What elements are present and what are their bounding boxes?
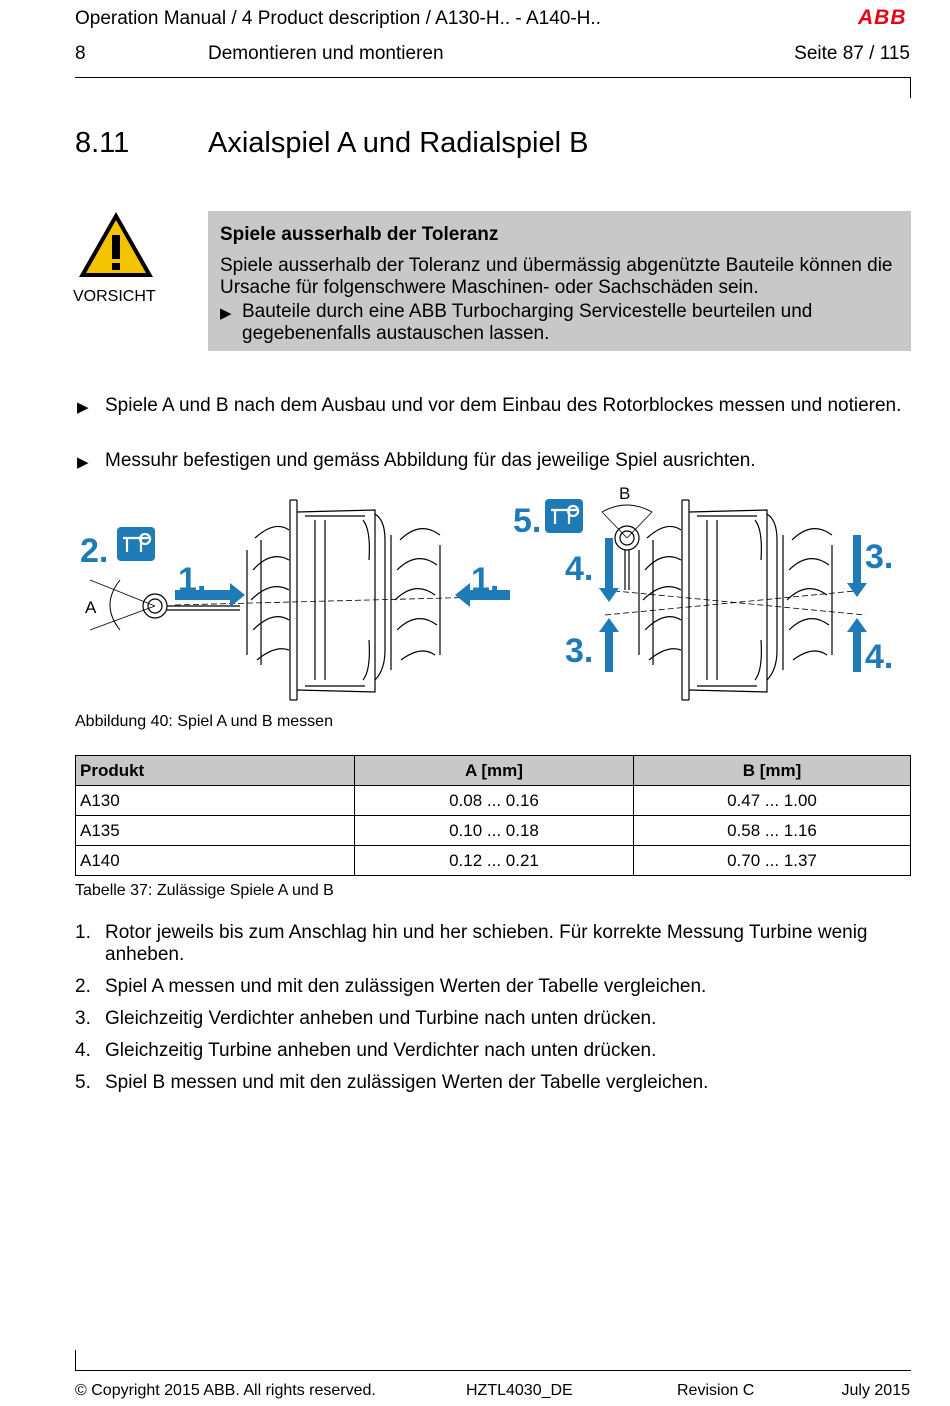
figure-label-step4: 4. xyxy=(565,550,594,588)
column-header: Produkt xyxy=(76,756,355,786)
step-text: Rotor jeweils bis zum Anschlag hin und her schieben. Für korrekte Messung Turbine wenig anheben. xyxy=(105,922,868,965)
measurement-figure xyxy=(75,480,915,705)
warning-text: Spiele ausserhalb der Toleranz und übermässig abgenützte Bauteile können die Ursache für folgenschwere Maschinen- oder Sachschäden sein. xyxy=(220,255,893,298)
step-number: 1. xyxy=(75,922,91,943)
table-header-row xyxy=(76,756,911,786)
step-text: Spiel B messen und mit den zulässigen Werten der Tabelle vergleichen. xyxy=(105,1072,709,1093)
dial-gauge-icon xyxy=(615,526,639,590)
header-divider xyxy=(75,77,911,78)
table-row xyxy=(76,846,911,876)
document-title: Operation Manual / 4 Product description / A130-H.. - A140-H.. xyxy=(75,8,601,29)
table-cell: A130 xyxy=(76,786,355,816)
table-caption: Tabelle 37: Zulässige Spiele A und B xyxy=(75,882,334,899)
figure-label-step3: 3. xyxy=(865,538,894,576)
figure-label-step5: 5. xyxy=(513,502,542,540)
footer-divider xyxy=(75,1370,911,1371)
list-item xyxy=(75,1072,905,1094)
footer-doc-id: HZTL4030_DE xyxy=(466,1382,573,1399)
figure-label-step4: 4. xyxy=(865,638,894,676)
table-cell: 0.12 ... 0.21 xyxy=(355,846,634,876)
column-header: A [mm] xyxy=(355,756,634,786)
table-cell: 0.58 ... 1.16 xyxy=(634,816,911,846)
warning-heading: Spiele ausserhalb der Toleranz xyxy=(220,224,499,245)
step-number: 5. xyxy=(75,1072,91,1093)
figure-label-step1: 1. xyxy=(178,561,207,599)
instruction-step: Spiele A und B nach dem Ausbau und vor dem Einbau des Rotorblockes messen und notieren. xyxy=(105,395,902,416)
caliper-icon xyxy=(117,527,155,561)
page-indicator: Seite 87 / 115 xyxy=(794,43,910,64)
table-row xyxy=(76,816,911,846)
step-text: Gleichzeitig Turbine anheben und Verdichter nach unten drücken. xyxy=(105,1040,657,1061)
figure-label-step2: 2. xyxy=(80,532,109,570)
turbocharger-drawing-right xyxy=(639,500,832,700)
figure-label-a: A xyxy=(85,598,97,617)
list-item xyxy=(75,976,905,998)
table-cell: A135 xyxy=(76,816,355,846)
clearance-table xyxy=(75,755,911,876)
step-text: Gleichzeitig Verdichter anheben und Turbine nach unten drücken. xyxy=(105,1008,657,1029)
table-cell: 0.47 ... 1.00 xyxy=(634,786,911,816)
footer-tick xyxy=(75,1350,76,1370)
instruction-step: Messuhr befestigen und gemäss Abbildung für das jeweilige Spiel ausrichten. xyxy=(105,450,756,471)
footer-date: July 2015 xyxy=(841,1382,910,1399)
column-header: B [mm] xyxy=(634,756,911,786)
table-cell: A140 xyxy=(76,846,355,876)
chapter-title: Demontieren und montieren xyxy=(208,43,444,64)
section-title: Axialspiel A und Radialspiel B xyxy=(208,127,589,159)
figure-label-b: B xyxy=(619,484,631,503)
footer-copyright: © Copyright 2015 ABB. All rights reserved. xyxy=(75,1382,376,1399)
warning-label: VORSICHT xyxy=(73,288,156,305)
header-tick xyxy=(910,78,911,98)
table-row xyxy=(76,786,911,816)
warning-action: Bauteile durch eine ABB Turbocharging Servicestelle beurteilen und gegebenenfalls austauschen lassen. xyxy=(242,301,813,344)
table-cell: 0.08 ... 0.16 xyxy=(355,786,634,816)
step-text: Spiel A messen und mit den zulässigen Werten der Tabelle vergleichen. xyxy=(105,976,707,997)
chapter-number: 8 xyxy=(75,43,86,64)
caliper-icon xyxy=(545,499,583,533)
footer-revision: Revision C xyxy=(677,1382,755,1399)
action-arrow-icon: ▶ xyxy=(77,454,89,471)
numbered-steps xyxy=(75,922,905,1104)
action-arrow-icon: ▶ xyxy=(77,399,89,416)
warning-triangle-icon xyxy=(77,210,155,280)
abb-logo: ABB xyxy=(858,6,907,29)
table-cell: 0.10 ... 0.18 xyxy=(355,816,634,846)
step-number: 2. xyxy=(75,976,91,997)
list-item xyxy=(75,922,905,966)
list-item xyxy=(75,1008,905,1030)
section-number: 8.11 xyxy=(75,127,130,159)
figure-label-step1: 1. xyxy=(471,561,500,599)
list-item xyxy=(75,1040,905,1062)
step-number: 3. xyxy=(75,1008,91,1029)
figure-caption: Abbildung 40: Spiel A und B messen xyxy=(75,713,333,730)
turbocharger-drawing-left xyxy=(247,500,440,700)
figure-label-step3: 3. xyxy=(565,632,594,670)
action-arrow-icon: ▶ xyxy=(220,305,232,322)
table-cell: 0.70 ... 1.37 xyxy=(634,846,911,876)
step-number: 4. xyxy=(75,1040,91,1061)
